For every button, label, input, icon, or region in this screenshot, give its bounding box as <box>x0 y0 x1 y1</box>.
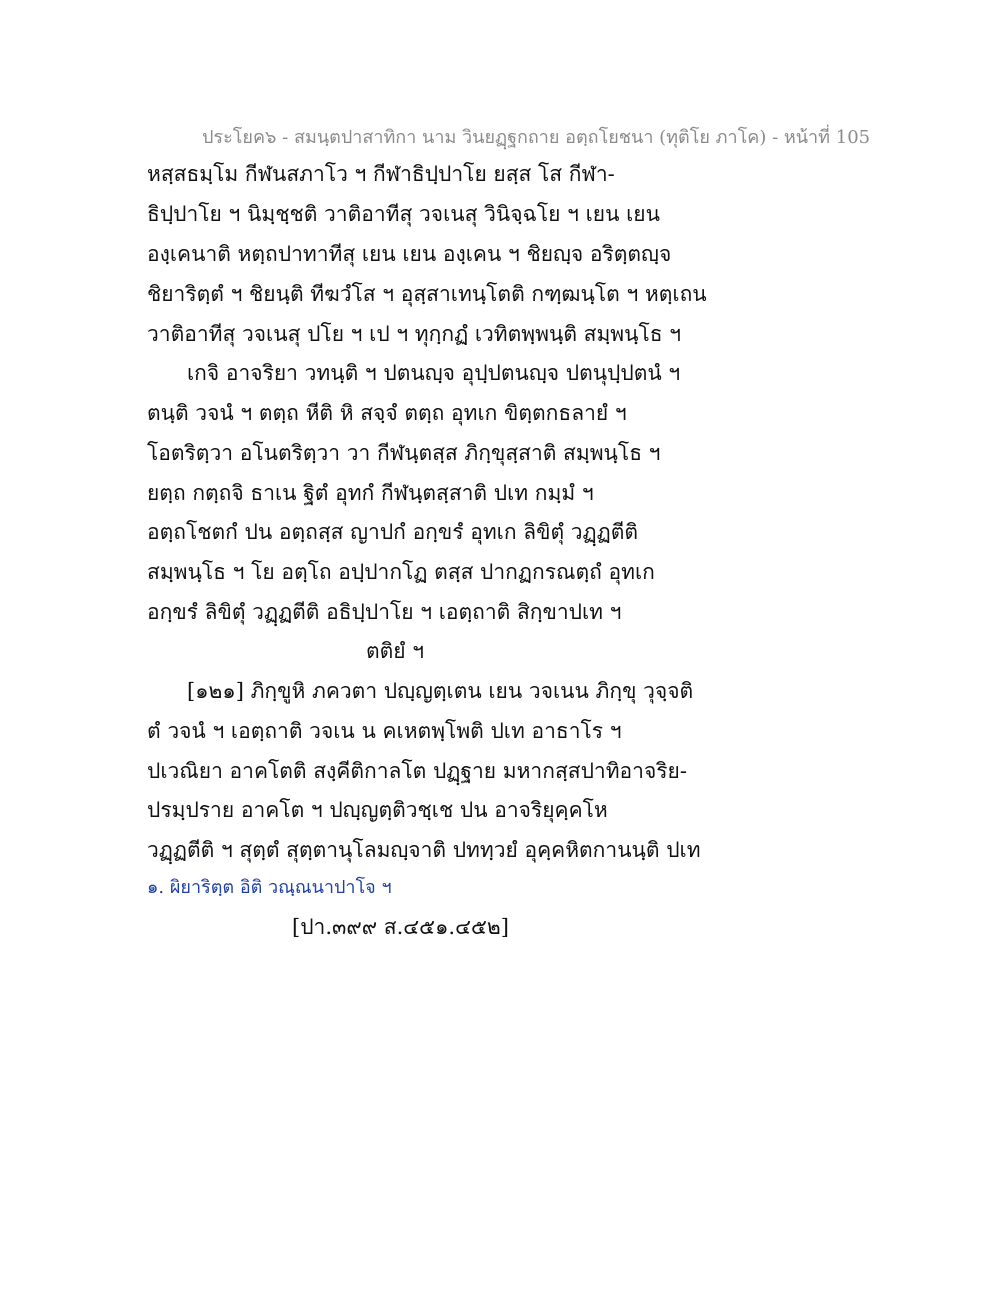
text-line: วาติอาทีสุ วจเนสุ ปโย ฯ เป ฯ ทุกฺกฏํ เวทิตพฺพนฺติ สมฺพนฺโธ ฯ <box>147 322 682 346</box>
text-line: สมฺพนฺโธ ฯ โย อตฺโถ อปฺปากโฏ ตสฺส ปากฏกรณตฺถํ อุทเก <box>147 560 655 584</box>
text-line: ปเวณิยา อาคโตติ สงฺคีติกาลโต ปฏฺฐาย มหากสฺสปาทิอาจริย- <box>147 759 687 783</box>
text-line: ตนฺติ วจนํ ฯ ตตฺถ หีติ หิ สจฺจํ ตตฺถ อุทเก ขิตฺตกธลายํ ฯ <box>147 401 627 425</box>
text-line: หสฺสธมฺโม กีฬนสภาโว ฯ กีฬาธิปฺปาโย ยสฺส โส กีฬา- <box>147 162 615 186</box>
text-line: ปรมฺปราย อาคโต ฯ ปญฺญตฺติวชฺเช ปน อาจริยุคฺคโห <box>147 798 608 822</box>
paragraph-start-line: [๑๒๑] ภิกฺขูหิ ภควตา ปญฺญตฺเตน เยน วจเนน ภิกฺขุ วุจฺจติ <box>187 679 694 703</box>
text-line: ยตฺถ กตฺถจิ ธาเน ฐิตํ อุทกํ กีฬนฺตสฺสาติ ปเท กมฺมํ ฯ <box>147 481 594 505</box>
section-end-marker: ตติยํ ฯ <box>366 639 425 663</box>
text-line: ตํ วจนํ ฯ เอตฺถาติ วจเน น คเหตพฺโพติ ปเท อาธาโร ฯ <box>147 719 622 743</box>
text-line: อกฺขรํ ลิขิตุํ วฏฺฏตีติ อธิปฺปาโย ฯ เอตฺถาติ สิกฺขาปเท ฯ <box>147 600 622 624</box>
text-line: โอตริตฺวา อโนตริตฺวา วา กีฬนฺตสฺส ภิกฺขุสฺสาติ สมฺพนฺโธ ฯ <box>147 441 661 465</box>
paragraph-start-line: เกจิ อาจริยา วทนฺติ ฯ ปตนญฺจ อุปฺปตนญฺจ ปตนุปฺปตนํ ฯ <box>187 361 681 385</box>
text-line: วฏฺฏตีติ ฯ สุตฺตํ สุตฺตานุโลมญฺจาติ ปททฺวยํ อุคฺคหิตกานนฺติ ปเท <box>147 838 701 862</box>
page-reference: [ปา.๓๙๙ ส.๔๕๑.๔๕๒] <box>292 915 509 939</box>
text-line: องฺเคนาติ หตฺถปาทาทีสุ เยน เยน องฺเคน ฯ ชิยญฺจ อริตฺตญฺจ <box>147 242 672 266</box>
text-line: ชิยาริตฺตํ ฯ ชิยนฺติ ทีฆวํโส ฯ อุสฺสาเทนฺโตติ กฑฺฒนฺโต ฯ หตฺเถน <box>147 282 707 306</box>
text-line: ธิปฺปาโย ฯ นิมฺชฺชติ วาติอาทีสุ วจเนสุ วินิจฺฉโย ฯ เยน เยน <box>147 202 660 226</box>
running-header: ประโยค๖ - สมนฺตปาสาทิกา นาม วินยฏฺฐกถาย อตฺถโยชนา (ทุติโย ภาโค) - หน้าที่ 105 <box>202 127 871 148</box>
text-line: อตฺถโชตกํ ปน อตฺถสฺส ญาปกํ อกฺขรํ อุทเก ลิขิตุํ วฏฺฏตีติ <box>147 520 639 544</box>
footnote: ๑. ผิยาริตฺต อิติ วณฺณนาปาโจ ฯ <box>147 877 392 898</box>
